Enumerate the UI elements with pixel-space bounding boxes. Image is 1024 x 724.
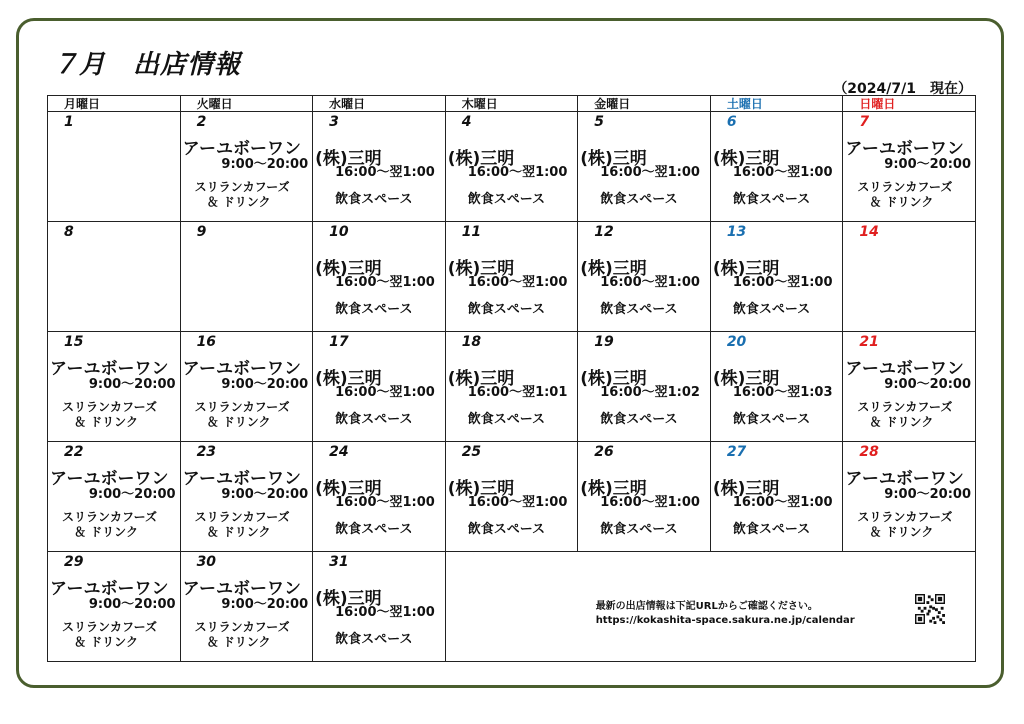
opening-hours: 16:00～翌1:00 — [335, 165, 435, 180]
vendor-category — [62, 510, 157, 540]
calendar-week-row — [48, 552, 976, 662]
category-line: 飲食スペース — [335, 522, 413, 537]
day-number: 7 — [859, 114, 870, 130]
vendor-name: アーユボーワン — [182, 139, 302, 159]
day-number: 8 — [64, 224, 74, 240]
calendar-url-link[interactable]: https://kokashita-space.sakura.ne.jp/calendar — [595, 615, 855, 626]
vendor-name: アーユボーワン — [50, 359, 169, 379]
vendor-name: アーユボーワン — [182, 469, 302, 489]
vendor-category — [335, 192, 412, 207]
category-line: 飲食スペース — [732, 192, 811, 207]
calendar-day-cell[interactable] — [48, 222, 181, 332]
calendar-day-cell[interactable] — [578, 332, 711, 442]
vendor-name: (株)三明 — [712, 259, 780, 279]
vendor-category — [733, 192, 810, 207]
category-line: 飲食スペース — [732, 412, 811, 427]
calendar-week-row — [48, 332, 976, 442]
vendor-name: (株)三明 — [580, 259, 647, 279]
calendar-day-cell[interactable] — [843, 332, 976, 442]
day-number: 16 — [196, 334, 217, 350]
category-line: ＆ ドリンク — [74, 415, 138, 429]
day-number: 1 — [64, 114, 74, 130]
day-number: 3 — [329, 114, 339, 130]
opening-hours: 16:00～翌1:00 — [467, 165, 568, 180]
calendar-day-cell[interactable] — [578, 222, 711, 332]
category-line: ＆ ドリンク — [206, 195, 271, 209]
vendor-name: (株)三明 — [315, 369, 382, 389]
day-number: 21 — [859, 334, 879, 350]
vendor-name: (株)三明 — [315, 259, 382, 279]
weekday-header: 木曜日 — [445, 96, 578, 112]
vendor-name: アーユボーワン — [50, 469, 169, 489]
opening-hours: 9:00～20:00 — [88, 377, 176, 392]
calendar-day-cell[interactable] — [445, 442, 578, 552]
vendor-category — [195, 510, 290, 540]
day-number: 12 — [594, 224, 614, 240]
opening-hours: 16:00～翌1:00 — [335, 275, 435, 290]
vendor-category — [335, 302, 412, 317]
vendor-category — [600, 302, 677, 317]
category-line: 飲食スペース — [600, 302, 678, 317]
day-number: 31 — [329, 554, 349, 570]
category-line: スリランカフーズ — [62, 620, 158, 634]
category-line: ＆ ドリンク — [74, 635, 138, 649]
calendar-day-cell[interactable] — [48, 332, 181, 442]
calendar-day-cell[interactable] — [180, 222, 313, 332]
weekday-header: 金曜日 — [578, 96, 711, 112]
day-number: 28 — [859, 444, 879, 460]
vendor-category — [62, 620, 157, 650]
calendar-day-cell[interactable] — [180, 332, 313, 442]
calendar-day-cell[interactable] — [710, 222, 843, 332]
opening-hours: 16:00～翌1:00 — [335, 495, 435, 510]
qr-code-icon — [915, 594, 945, 624]
category-line: 飲食スペース — [467, 412, 546, 427]
vendor-category — [62, 400, 157, 430]
footer-note — [596, 600, 855, 628]
footer-note-line: 最新の出店情報は下記URLからご確認ください。 — [595, 601, 818, 612]
as-of-date: （2024/7/1 現在） — [833, 81, 972, 97]
vendor-name: アーユボーワン — [50, 579, 169, 599]
vendor-name: (株)三明 — [580, 479, 647, 499]
vendor-category — [468, 522, 545, 537]
day-number: 19 — [594, 334, 614, 350]
calendar-day-cell[interactable] — [578, 112, 711, 222]
opening-hours: 9:00～20:00 — [221, 487, 309, 502]
day-number: 22 — [64, 444, 84, 460]
vendor-name: (株)三明 — [315, 479, 382, 499]
calendar-day-cell[interactable] — [445, 332, 578, 442]
day-number: 27 — [726, 444, 747, 460]
day-number: 25 — [461, 444, 482, 460]
vendor-name: アーユボーワン — [845, 139, 964, 159]
category-line: ＆ ドリンク — [869, 195, 934, 209]
weekday-header: 水曜日 — [313, 96, 446, 112]
vendor-name: (株)三明 — [712, 149, 780, 169]
vendor-name: (株)三明 — [447, 259, 515, 279]
calendar-week-row — [48, 442, 976, 552]
category-line: 飲食スペース — [335, 302, 413, 317]
calendar-day-cell[interactable] — [313, 222, 446, 332]
category-line: ＆ ドリンク — [74, 525, 138, 539]
vendor-category — [600, 412, 677, 427]
opening-hours: 16:00～翌1:00 — [335, 385, 435, 400]
day-number: 20 — [726, 334, 747, 350]
footer-note-cell — [445, 552, 975, 662]
category-line: スリランカフーズ — [62, 400, 158, 414]
vendor-name: (株)三明 — [580, 369, 647, 389]
opening-hours: 16:00～翌1:00 — [335, 605, 435, 620]
vendor-category — [600, 522, 677, 537]
category-line: 飲食スペース — [335, 192, 413, 207]
opening-hours: 16:00～翌1:00 — [732, 275, 833, 290]
day-number: 26 — [594, 444, 614, 460]
vendor-category — [857, 180, 952, 210]
category-line: スリランカフーズ — [194, 510, 290, 524]
category-line: ＆ ドリンク — [206, 635, 271, 649]
day-number: 15 — [64, 334, 84, 350]
category-line: 飲食スペース — [600, 192, 678, 207]
vendor-name: (株)三明 — [712, 479, 780, 499]
calendar-day-cell[interactable] — [445, 222, 578, 332]
category-line: 飲食スペース — [600, 522, 678, 537]
calendar-week-row — [48, 222, 976, 332]
category-line: 飲食スペース — [732, 522, 811, 537]
opening-hours: 16:00～翌1:03 — [732, 385, 833, 400]
calendar-day-cell[interactable] — [578, 442, 711, 552]
day-number: 29 — [64, 554, 84, 570]
calendar-day-cell[interactable] — [843, 222, 976, 332]
weekday-header: 土曜日 — [710, 96, 843, 112]
day-number: 14 — [859, 224, 879, 240]
opening-hours: 16:00～翌1:02 — [600, 385, 700, 400]
calendar-day-cell[interactable] — [710, 112, 843, 222]
calendar-day-cell[interactable] — [843, 442, 976, 552]
category-line: 飲食スペース — [467, 302, 546, 317]
vendor-name: (株)三明 — [315, 589, 382, 609]
day-number: 23 — [196, 444, 217, 460]
opening-hours: 16:00～翌1:00 — [467, 495, 568, 510]
calendar-day-cell[interactable] — [313, 112, 446, 222]
day-number: 11 — [461, 224, 482, 240]
vendor-category — [733, 522, 810, 537]
day-number: 4 — [461, 114, 472, 130]
opening-hours: 9:00～20:00 — [221, 157, 309, 172]
opening-hours: 16:00～翌1:00 — [600, 495, 700, 510]
vendor-name: (株)三明 — [447, 369, 515, 389]
category-line: 飲食スペース — [335, 412, 413, 427]
calendar-day-cell[interactable] — [710, 442, 843, 552]
calendar-day-cell[interactable] — [445, 112, 578, 222]
vendor-category — [733, 302, 810, 317]
vendor-category — [468, 412, 545, 427]
vendor-name: アーユボーワン — [182, 359, 302, 379]
category-line: ＆ ドリンク — [869, 525, 934, 539]
weekday-header: 日曜日 — [843, 96, 976, 112]
calendar-day-cell[interactable] — [313, 552, 446, 662]
calendar-day-cell[interactable] — [48, 112, 181, 222]
category-line: スリランカフーズ — [194, 400, 290, 414]
calendar-day-cell[interactable] — [313, 332, 446, 442]
page-title: ７月 出店情報 — [52, 50, 242, 80]
day-number: 6 — [726, 114, 737, 130]
calendar-table — [47, 95, 976, 662]
vendor-category — [335, 412, 412, 427]
category-line: 飲食スペース — [467, 192, 546, 207]
calendar-day-cell[interactable] — [180, 112, 313, 222]
opening-hours: 16:00～翌1:00 — [732, 165, 833, 180]
category-line: スリランカフーズ — [857, 510, 953, 524]
vendor-category — [335, 522, 412, 537]
calendar-day-cell[interactable] — [843, 112, 976, 222]
opening-hours: 16:00～翌1:00 — [600, 165, 700, 180]
opening-hours: 9:00～20:00 — [884, 157, 971, 172]
category-line: スリランカフーズ — [194, 620, 290, 634]
day-number: 18 — [461, 334, 482, 350]
vendor-category — [468, 192, 545, 207]
calendar-day-cell[interactable] — [710, 332, 843, 442]
day-number: 10 — [329, 224, 349, 240]
opening-hours: 16:00～翌1:01 — [467, 385, 568, 400]
category-line: スリランカフーズ — [62, 510, 158, 524]
calendar-day-cell[interactable] — [313, 442, 446, 552]
vendor-category — [468, 302, 545, 317]
day-number: 17 — [329, 334, 349, 350]
category-line: 飲食スペース — [600, 412, 678, 427]
calendar-day-cell[interactable] — [48, 442, 181, 552]
opening-hours: 16:00～翌1:00 — [600, 275, 700, 290]
category-line: スリランカフーズ — [857, 180, 953, 194]
opening-hours: 9:00～20:00 — [884, 377, 971, 392]
category-line: 飲食スペース — [732, 302, 811, 317]
weekday-header-row — [48, 96, 976, 112]
day-number: 30 — [196, 554, 217, 570]
vendor-category — [195, 400, 290, 430]
vendor-name: (株)三明 — [447, 479, 515, 499]
category-line: ＆ ドリンク — [206, 415, 271, 429]
vendor-name: (株)三明 — [712, 369, 780, 389]
opening-hours: 9:00～20:00 — [221, 597, 309, 612]
vendor-category — [195, 180, 290, 210]
vendor-name: (株)三明 — [315, 149, 382, 169]
weekday-header: 火曜日 — [180, 96, 313, 112]
calendar-week-row — [48, 112, 976, 222]
vendor-category — [857, 400, 952, 430]
category-line: 飲食スペース — [467, 522, 546, 537]
vendor-category — [600, 192, 677, 207]
category-line: スリランカフーズ — [194, 180, 290, 194]
day-number: 2 — [196, 114, 207, 130]
category-line: ＆ ドリンク — [206, 525, 271, 539]
weekday-header: 月曜日 — [48, 96, 181, 112]
vendor-category — [335, 632, 412, 647]
opening-hours: 9:00～20:00 — [884, 487, 971, 502]
calendar-day-cell[interactable] — [180, 442, 313, 552]
vendor-category — [195, 620, 290, 650]
opening-hours: 9:00～20:00 — [88, 597, 176, 612]
vendor-category — [857, 510, 952, 540]
category-line: 飲食スペース — [335, 632, 413, 647]
day-number: 24 — [329, 444, 349, 460]
calendar-day-cell[interactable] — [180, 552, 313, 662]
vendor-name: (株)三明 — [447, 149, 515, 169]
opening-hours: 16:00～翌1:00 — [732, 495, 833, 510]
vendor-name: アーユボーワン — [845, 359, 964, 379]
category-line: スリランカフーズ — [857, 400, 953, 414]
opening-hours: 9:00～20:00 — [88, 487, 176, 502]
opening-hours: 9:00～20:00 — [221, 377, 309, 392]
vendor-name: アーユボーワン — [182, 579, 302, 599]
opening-hours: 16:00～翌1:00 — [467, 275, 568, 290]
calendar-day-cell[interactable] — [48, 552, 181, 662]
vendor-name: (株)三明 — [580, 149, 647, 169]
day-number: 9 — [196, 224, 207, 240]
vendor-name: アーユボーワン — [845, 469, 964, 489]
day-number: 13 — [726, 224, 747, 240]
day-number: 5 — [594, 114, 604, 130]
category-line: ＆ ドリンク — [869, 415, 934, 429]
vendor-category — [733, 412, 810, 427]
